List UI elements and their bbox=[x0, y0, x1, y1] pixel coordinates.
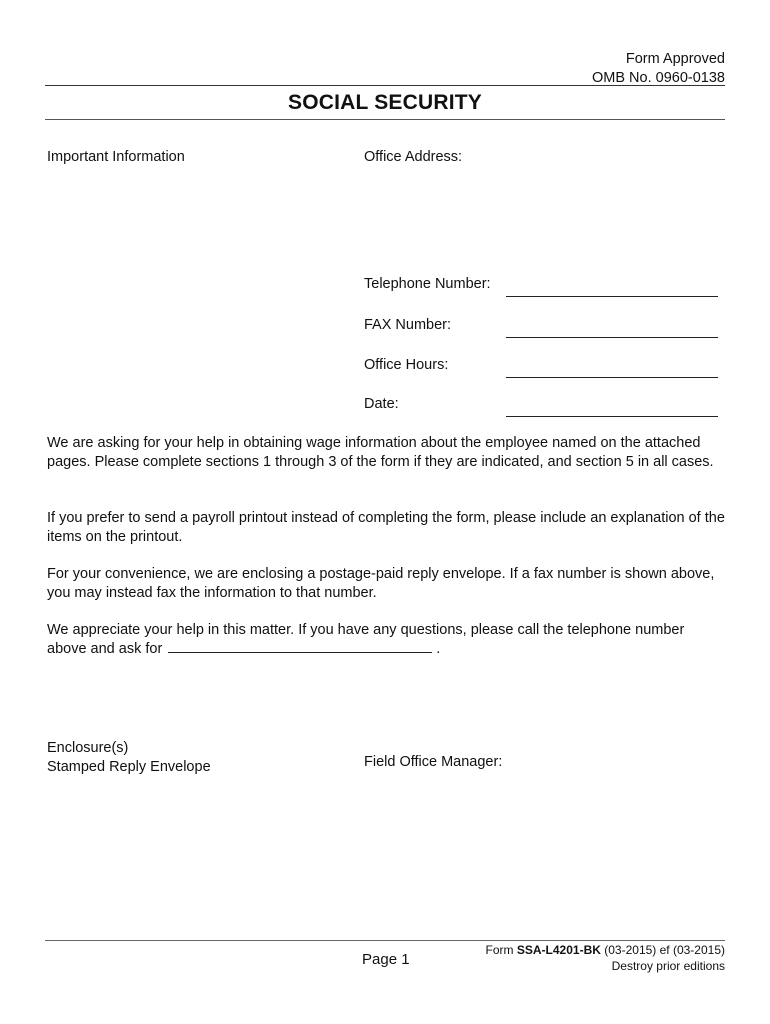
ask-for-text: above and ask for bbox=[47, 640, 163, 657]
fax-number-field[interactable] bbox=[506, 337, 718, 338]
office-hours-field[interactable] bbox=[506, 377, 718, 378]
date-field[interactable] bbox=[506, 416, 718, 417]
form-approved-text: Form Approved bbox=[625, 51, 725, 67]
form-prefix: Form bbox=[485, 943, 514, 957]
date-label: Date: bbox=[364, 396, 399, 412]
office-address-label: Office Address: bbox=[364, 149, 463, 165]
header-top-rule bbox=[45, 85, 725, 86]
paragraph-questions bbox=[47, 621, 737, 658]
telephone-number-field[interactable] bbox=[506, 296, 718, 297]
fax-number-label: FAX Number: bbox=[364, 317, 452, 333]
field-office-manager-label: Field Office Manager: bbox=[364, 754, 503, 770]
paragraph-reply-envelope: For your convenience, we are enclosing a postage-paid reply envelope. If a fax number is shown above, you may instead fax the information to that number. bbox=[47, 566, 715, 601]
paragraph-questions-line1: We appreciate your help in this matter. If you have any questions, please call the telephone number bbox=[47, 622, 685, 638]
page-number: Page 1 bbox=[362, 951, 410, 968]
header-bottom-rule bbox=[45, 119, 725, 120]
footer-rule bbox=[45, 940, 725, 941]
telephone-number-label: Telephone Number: bbox=[364, 276, 491, 292]
office-hours-label: Office Hours: bbox=[364, 357, 449, 373]
important-information-label: Important Information bbox=[47, 149, 185, 165]
stamped-envelope-label: Stamped Reply Envelope bbox=[47, 759, 211, 775]
destroy-note: Destroy prior editions bbox=[611, 959, 725, 973]
form-id: SSA-L4201-BK bbox=[516, 943, 601, 957]
contact-name-field[interactable] bbox=[168, 640, 432, 653]
paragraph-wage-request: We are asking for your help in obtaining wage information about the employee named on the attached pages. Please complete sections 1 through 3 of the form if they are indicated, and section 5 in all cases. bbox=[47, 435, 714, 470]
page-title: SOCIAL SECURITY bbox=[288, 91, 482, 114]
ask-for-period: . bbox=[436, 640, 441, 657]
form-identifier bbox=[486, 943, 725, 958]
enclosures-label: Enclosure(s) bbox=[47, 740, 129, 756]
paragraph-questions-line2 bbox=[47, 640, 737, 659]
paragraph-payroll-printout: If you prefer to send a payroll printout instead of completing the form, please include an explanation of the items on the printout. bbox=[47, 510, 725, 545]
omb-number: OMB No. 0960-0138 bbox=[592, 70, 725, 86]
form-dates: (03-2015) ef (03-2015) bbox=[604, 943, 725, 957]
